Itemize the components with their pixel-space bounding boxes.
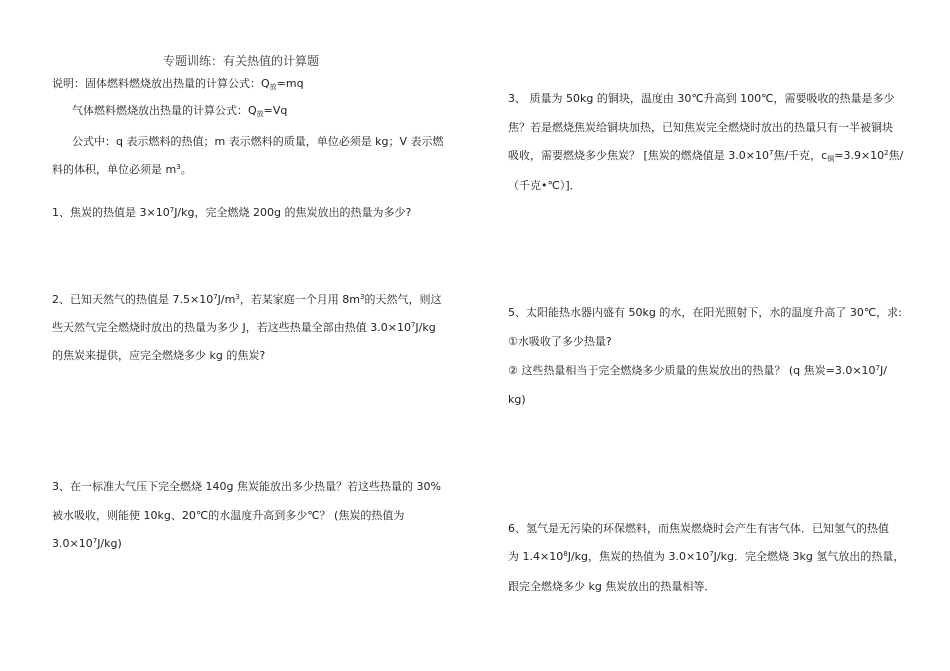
intro-line-4: 料的体积，单位必须是 $m^3$。 bbox=[52, 163, 192, 176]
question-2-line-3: 的焦炭来提供，应完全燃烧多少 kg 的焦炭? bbox=[52, 349, 266, 362]
question-5-line-3: ② 这些热量相当于完全燃烧多少质量的焦炭放出的热量？ (q 焦炭$=3.0\times 10^7J/$ bbox=[508, 364, 887, 377]
question-1: 1、焦炭的热值是 $3\times 10^7J/kg$，完全燃烧 200g 的焦炭放出的热量为多少? bbox=[52, 206, 412, 219]
question-5-line-4: kg) bbox=[508, 393, 526, 406]
question-3-right-line-1: 3、 质量为 50kg 的铜块，温度由 30℃升高到 100℃，需要吸收的热量是多少 bbox=[508, 92, 895, 105]
intro-line-2: 气体燃料燃烧放出热量的计算公式：$Q_放=Vq$ bbox=[72, 104, 288, 118]
question-3-left-line-1: 3、在一标准大气压下完全燃烧 140g 焦炭能放出多少热量？若这些热量的 30% bbox=[52, 480, 441, 493]
question-6-line-2: 为 $1.4\times 10^8J/kg$，焦炭的热值为 $3.0\times 10^7J/kg$．完全燃烧 3kg 氢气放出的热量， bbox=[508, 550, 905, 563]
question-6-line-3: 跟完全燃烧多少 kg 焦炭放出的热量相等． bbox=[508, 580, 716, 593]
page-title: 专题训练：有关热值的计算题 bbox=[163, 54, 320, 68]
question-2-line-2: 些天然气完全燃烧时放出的热量为多少 J，若这些热量全部由热值 $3.0\times 10^7J/kg$ bbox=[52, 321, 436, 334]
question-2-line-1: 2、已知天然气的热值是 $7.5\times 10^7J/m^3$，若某家庭一个月用 $8m^3$的天然气，则这 bbox=[52, 293, 442, 306]
question-3-left-line-3: $3.0\times 10^7J/kg$) bbox=[52, 537, 122, 550]
intro-line-1: 说明：固体燃料燃烧放出热量的计算公式：$Q_放=mq$ bbox=[52, 77, 304, 91]
question-3-right-line-2: 焦？若是燃烧焦炭给铜块加热，已知焦炭完全燃烧时放出的热量只有一半被铜块 bbox=[508, 121, 893, 134]
intro-line-3: 公式中：q 表示燃料的热值；m 表示燃料的质量，单位必须是 kg；V 表示燃 bbox=[72, 135, 444, 148]
question-5-line-2: ①水吸收了多少热量? bbox=[508, 335, 612, 348]
question-5-line-1: 5、太阳能热水器内盛有 50kg 的水，在阳光照射下，水的温度升高了 30℃，求: bbox=[508, 306, 902, 319]
question-3-right-line-4: （千克•℃）]． bbox=[508, 179, 581, 192]
question-6-line-1: 6、氢气是无污染的环保燃料，而焦炭燃烧时会产生有害气体．已知氢气的热值 bbox=[508, 522, 889, 535]
question-3-left-line-2: 被水吸收，则能使 10kg、20℃的水温度升高到多少℃？ (焦炭的热值为 bbox=[52, 509, 405, 522]
question-3-right-line-3: 吸收，需要燃烧多少焦炭？ [焦炭的燃烧值是 $3.0\times 10^7$焦/千克，$c_铜=3.9\times 10^2$焦/ bbox=[508, 149, 904, 163]
